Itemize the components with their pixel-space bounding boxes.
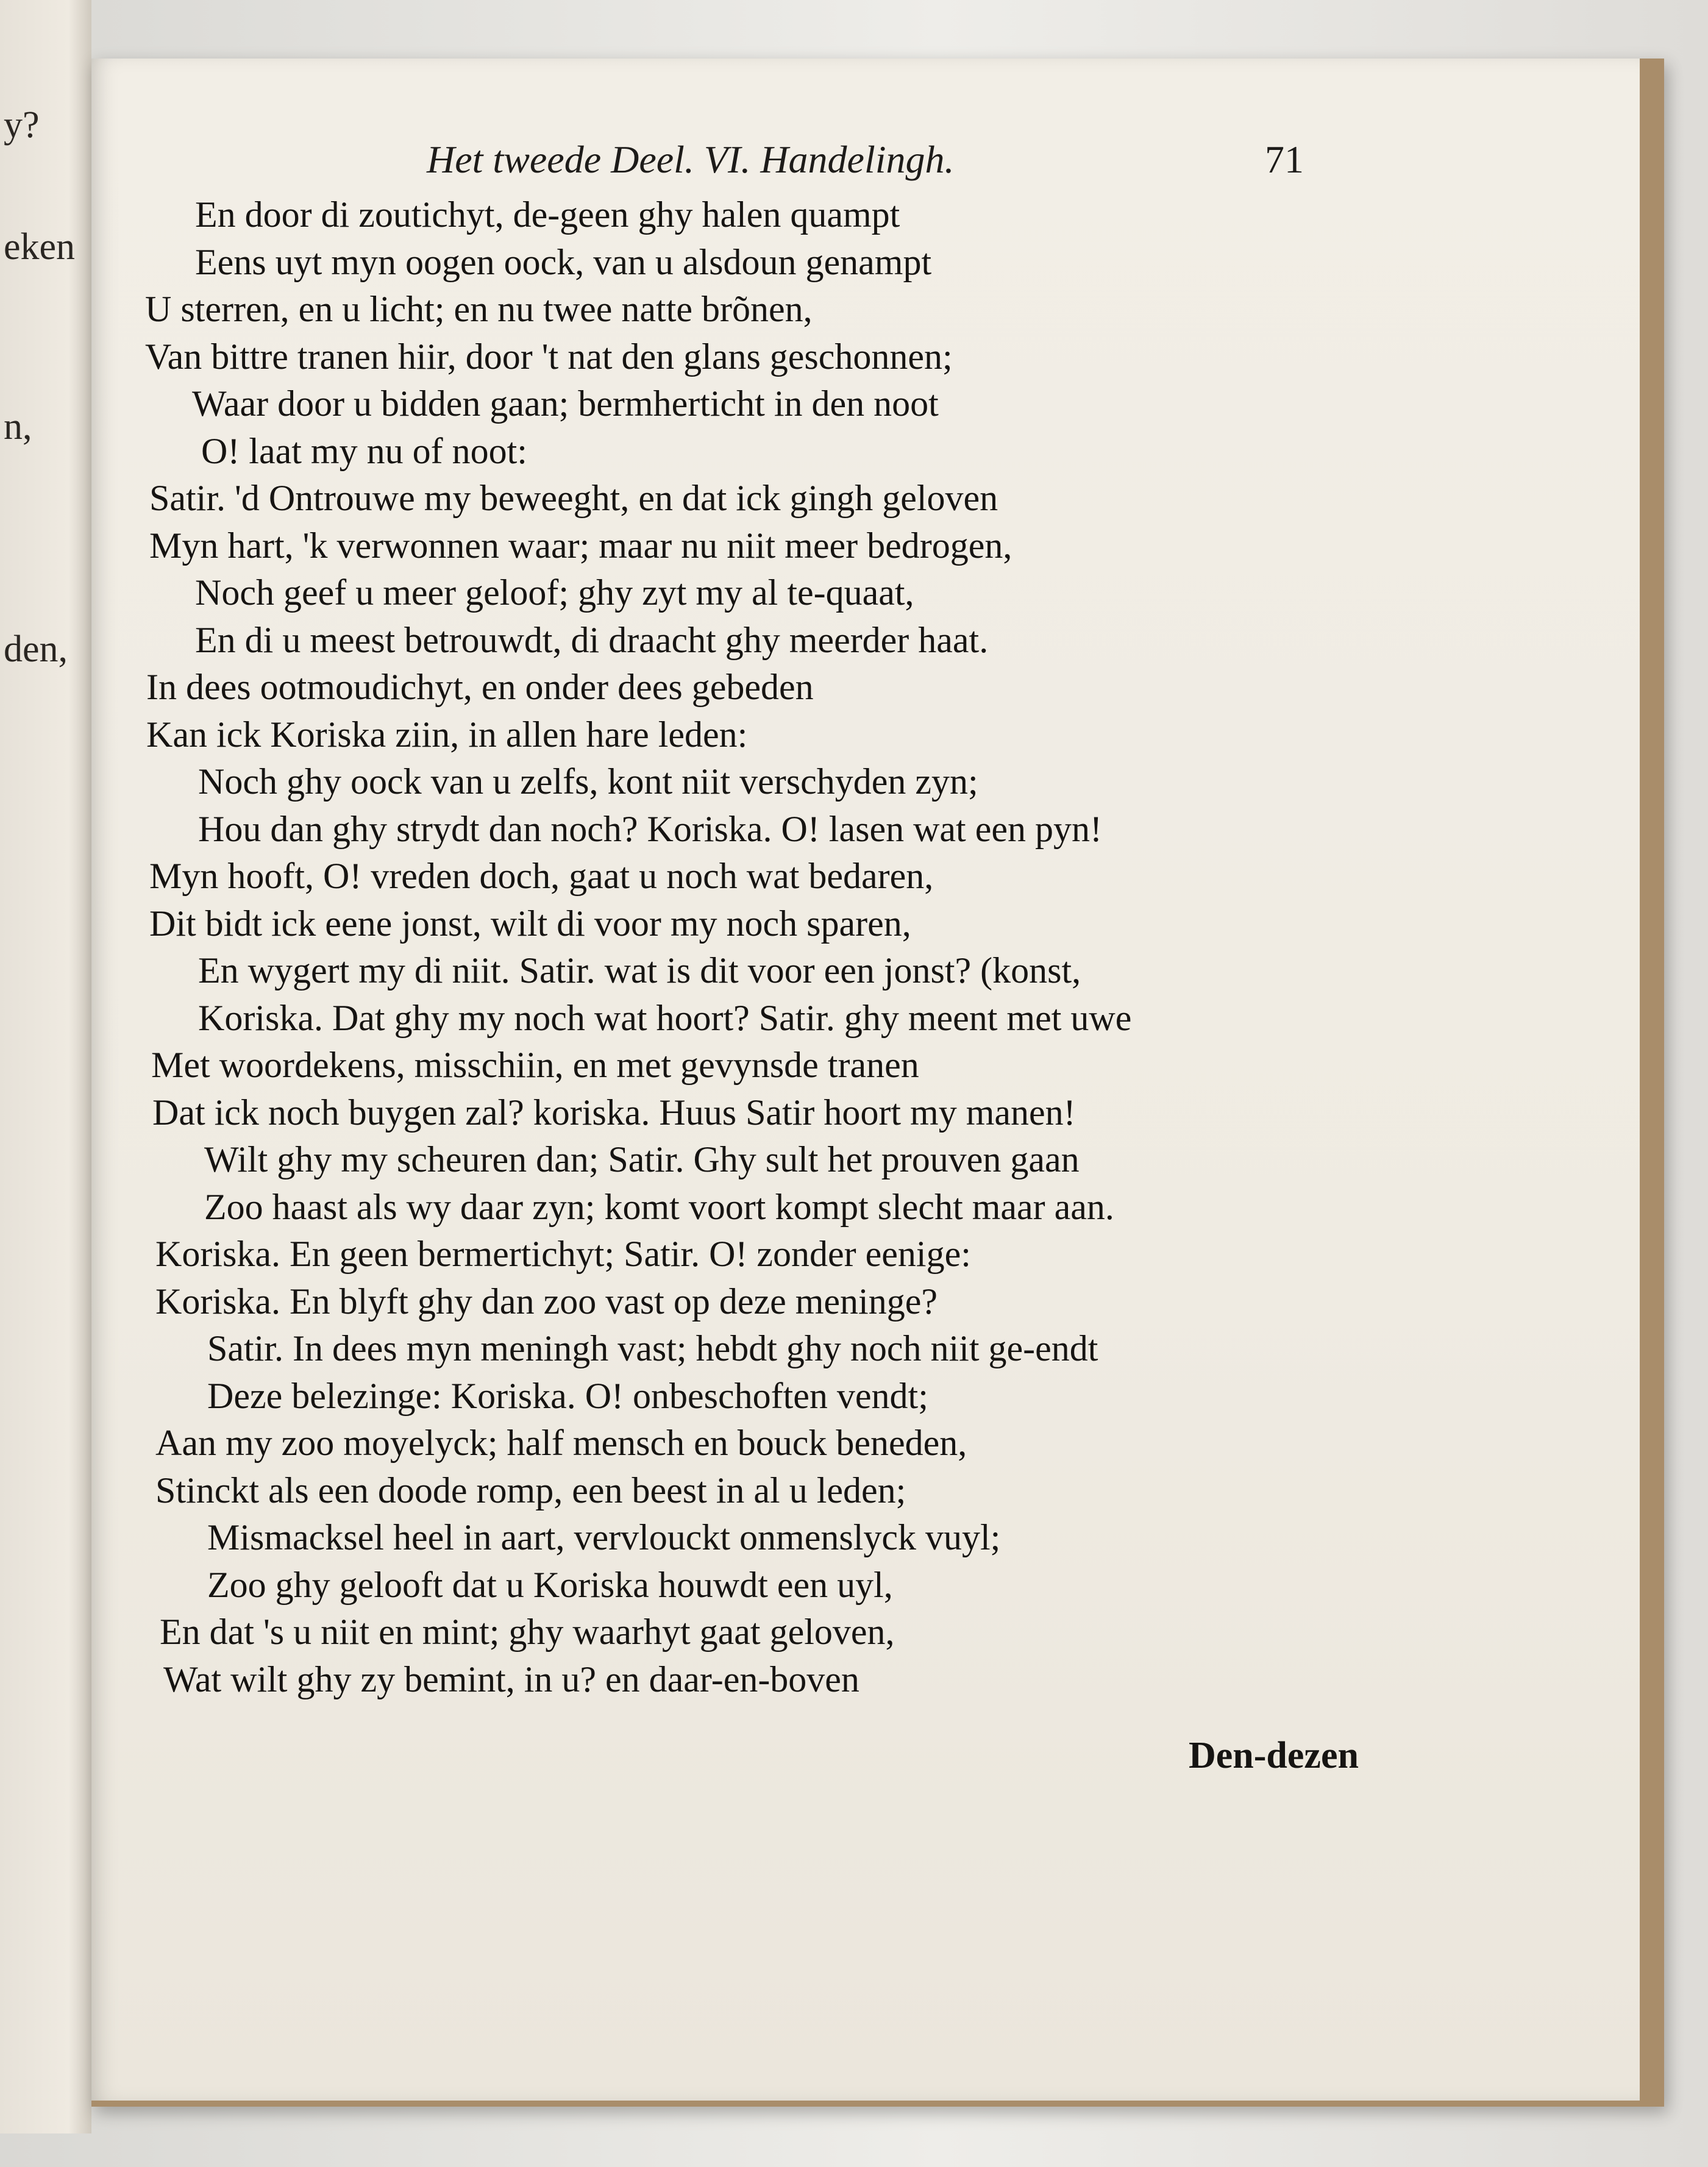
- verse-line: Satir. In dees myn meningh vast; hebdt ghy noch niit ge-endt: [207, 1328, 1098, 1368]
- verse-line: Myn hart, 'k verwonnen waar; maar nu niit meer bedrogen,: [149, 525, 1012, 566]
- verse-line: Koriska. En geen bermertichyt; Satir. O! zonder eenige:: [155, 1234, 971, 1274]
- verse-line: U sterren, en u licht; en nu twee natte brõnen,: [145, 289, 813, 329]
- verse-line: Dat ick noch buygen zal? koriska. Huus Satir hoort my manen!: [152, 1092, 1076, 1133]
- verse-line: Noch geef u meer geloof; ghy zyt my al te-quaat,: [195, 572, 914, 613]
- running-title: Het tweede Deel. VI. Handelingh.: [427, 138, 955, 181]
- verse-line: Wat wilt ghy zy bemint, in u? en daar-en-boven: [163, 1659, 859, 1699]
- verse-line: Noch ghy oock van u zelfs, kont niit verschyden zyn;: [198, 761, 978, 802]
- facing-page-fragment: y?: [4, 104, 40, 146]
- catchword: Den-dezen: [1189, 1735, 1359, 1776]
- verse-line: Wilt ghy my scheuren dan; Satir. Ghy sult het prouven gaan: [204, 1139, 1080, 1180]
- verse-line: Kan ick Koriska ziin, in allen hare leden:: [146, 714, 748, 755]
- facing-page-fragment: n,: [4, 406, 32, 447]
- facing-page-edge: [0, 0, 91, 2133]
- verse-line: Zoo haast als wy daar zyn; komt voort kompt slecht maar aan.: [204, 1186, 1114, 1227]
- verse-line: Aan my zoo moyelyck; half mensch en bouck beneden,: [155, 1423, 967, 1463]
- verse-line: Zoo ghy gelooft dat u Koriska houwdt een uyl,: [207, 1564, 893, 1605]
- verse-line: Hou dan ghy strydt dan noch? Koriska. O! lasen wat een pyn!: [198, 808, 1102, 849]
- verse-line: Koriska. Dat ghy my noch wat hoort? Satir. ghy meent met uwe: [198, 997, 1132, 1038]
- verse-line: En dat 's u niit en mint; ghy waarhyt gaat geloven,: [160, 1612, 895, 1652]
- verse-line: Deze belezinge: Koriska. O! onbeschoften vendt;: [207, 1375, 928, 1416]
- verse-line: Dit bidt ick eene jonst, wilt di voor my noch sparen,: [149, 903, 911, 944]
- verse-line: Satir. 'd Ontrouwe my beweeght, en dat ick gingh geloven: [149, 478, 998, 518]
- verse-line: Van bittre tranen hiir, door 't nat den glans geschonnen;: [145, 336, 953, 377]
- page-number: 71: [1265, 138, 1304, 181]
- verse-line: Stinckt als een doode romp, een beest in al u leden;: [155, 1470, 906, 1510]
- verse-line: En door di zoutichyt, de-geen ghy halen quampt: [195, 194, 900, 235]
- facing-page-fragment: den,: [4, 628, 68, 670]
- verse-line: En wygert my di niit. Satir. wat is dit voor een jonst? (konst,: [198, 950, 1081, 991]
- facing-page-fragment: eken: [4, 226, 76, 268]
- verse-line: O! laat my nu of noot:: [201, 430, 527, 471]
- verse-line: En di u meest betrouwdt, di draacht ghy meerder haat.: [195, 619, 989, 660]
- verse-line: Waar door u bidden gaan; bermherticht in den noot: [192, 383, 939, 424]
- verse-line: Eens uyt myn oogen oock, van u alsdoun genampt: [195, 241, 932, 282]
- verse-line: Met woordekens, misschiin, en met gevynsde tranen: [151, 1045, 919, 1085]
- verse-line: In dees ootmoudichyt, en onder dees gebeden: [146, 667, 814, 707]
- verse-line: Myn hooft, O! vreden doch, gaat u noch wat bedaren,: [149, 856, 934, 896]
- verse-line: Mismacksel heel in aart, vervlouckt onmenslyck vuyl;: [207, 1517, 1001, 1557]
- verse-line: Koriska. En blyft ghy dan zoo vast op deze meninge?: [155, 1281, 938, 1322]
